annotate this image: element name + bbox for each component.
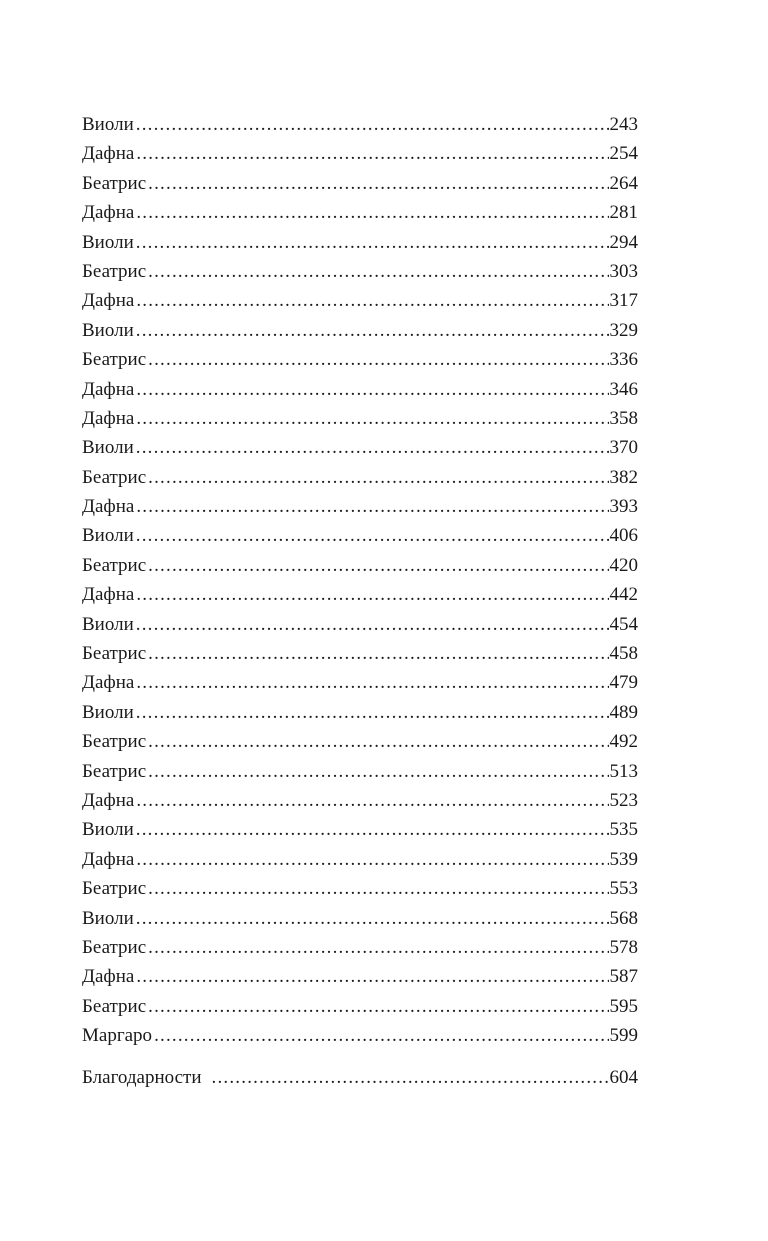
toc-dot-leader <box>148 345 608 374</box>
toc-dot-leader <box>154 1021 608 1050</box>
toc-entry <box>82 316 638 345</box>
toc-dot-leader <box>148 551 608 580</box>
toc-entry-title: Дафна <box>82 672 135 694</box>
toc-entry <box>82 786 638 815</box>
toc-entry-acknowledgements <box>82 1063 638 1092</box>
toc-entry-page-number: 539 <box>609 848 638 870</box>
toc-entry <box>82 228 638 257</box>
toc-entry-page-number: 513 <box>609 760 638 782</box>
toc-dot-leader <box>136 492 608 521</box>
toc-entry-page-number: 535 <box>609 819 638 841</box>
toc-dot-leader <box>136 521 609 550</box>
toc-entry-title: Виоли <box>82 819 134 841</box>
toc-entry-title: Беатрис <box>82 349 147 371</box>
toc-entry-page-number: 317 <box>609 290 638 312</box>
toc-entry-page-number: 587 <box>609 966 638 988</box>
toc-entry-page-number: 578 <box>609 936 638 958</box>
toc-entry-title: Дафна <box>82 789 135 811</box>
toc-entry <box>82 698 638 727</box>
toc-entry-page-number: 420 <box>609 554 638 576</box>
toc-dot-leader <box>148 639 608 668</box>
toc-dot-leader <box>136 404 608 433</box>
toc-entry-title: Беатрис <box>82 936 147 958</box>
toc-dot-leader <box>148 933 608 962</box>
toc-entry-title: Дафна <box>82 496 135 518</box>
toc-entry-title: Виоли <box>82 907 134 929</box>
toc-dot-leader <box>136 286 608 315</box>
toc-entry <box>82 257 638 286</box>
toc-entry-page-number: 281 <box>609 202 638 224</box>
toc-dot-leader <box>148 257 608 286</box>
toc-entry-title: Дафна <box>82 407 135 429</box>
toc-entry-page-number: 568 <box>609 907 638 929</box>
toc-entry-title: Беатрис <box>82 995 147 1017</box>
toc-entry-page-number: 553 <box>609 878 638 900</box>
toc-entry-page-number: 406 <box>609 525 638 547</box>
toc-entry-title: Дафна <box>82 143 135 165</box>
toc-entry-page-number: 329 <box>609 319 638 341</box>
toc-entry <box>82 169 638 198</box>
toc-dot-leader <box>148 463 608 492</box>
toc-entry-title: Беатрис <box>82 643 147 665</box>
toc-entry-title: Маргаро <box>82 1025 153 1047</box>
toc-entry <box>82 904 638 933</box>
toc-entry-page-number: 458 <box>609 643 638 665</box>
toc-entry-page-number: 358 <box>609 407 638 429</box>
toc-dot-leader <box>148 757 608 786</box>
toc-list <box>82 110 638 1051</box>
toc-dot-leader <box>212 1063 609 1092</box>
toc-entry <box>82 962 638 991</box>
toc-entry <box>82 815 638 844</box>
toc-entry-title: Беатрис <box>82 554 147 576</box>
toc-entry-page-number: 346 <box>609 378 638 400</box>
toc-entry-title: Виоли <box>82 231 134 253</box>
toc-entry-page-number: 604 <box>609 1066 638 1088</box>
toc-entry-page-number: 264 <box>609 172 638 194</box>
toc-dot-leader <box>136 433 609 462</box>
toc-entry <box>82 757 638 786</box>
toc-entry <box>82 845 638 874</box>
toc-entry <box>82 551 638 580</box>
toc-dot-leader <box>148 169 608 198</box>
toc-entry <box>82 610 638 639</box>
toc-entry <box>82 139 638 168</box>
toc-entry-title: Беатрис <box>82 172 147 194</box>
toc-dot-leader <box>136 845 608 874</box>
toc-entry <box>82 110 638 139</box>
toc-entry-page-number: 243 <box>609 114 638 135</box>
toc-entry <box>82 933 638 962</box>
toc-dot-leader <box>148 874 608 903</box>
toc-entry-title: Дафна <box>82 202 135 224</box>
toc-dot-leader <box>136 375 608 404</box>
toc-entry <box>82 639 638 668</box>
toc-entry-page-number: 336 <box>609 349 638 371</box>
toc-dot-leader <box>136 228 609 257</box>
toc-entry-title: Виоли <box>82 701 134 723</box>
toc-entry-title: Виоли <box>82 437 134 459</box>
toc-entry-page-number: 523 <box>609 789 638 811</box>
toc-dot-leader <box>148 992 608 1021</box>
toc-entry-page-number: 599 <box>609 1025 638 1047</box>
toc-dot-leader <box>136 786 608 815</box>
toc-entry <box>82 286 638 315</box>
toc-entry-page-number: 489 <box>609 701 638 723</box>
toc-entry-title: Дафна <box>82 584 135 606</box>
toc-entry-title: Дафна <box>82 848 135 870</box>
toc-dot-leader <box>136 962 608 991</box>
toc-dot-leader <box>136 110 609 139</box>
toc-entry-title: Виоли <box>82 319 134 341</box>
toc-entry-title: Дафна <box>82 966 135 988</box>
toc-entry <box>82 463 638 492</box>
toc-entry <box>82 727 638 756</box>
toc-entry-title: Дафна <box>82 378 135 400</box>
toc-dot-leader <box>136 815 609 844</box>
toc-entry <box>82 198 638 227</box>
toc-entry-page-number: 454 <box>609 613 638 635</box>
toc-entry <box>82 345 638 374</box>
toc-dot-leader <box>136 668 608 697</box>
toc-dot-leader <box>136 580 608 609</box>
toc-entry <box>82 992 638 1021</box>
toc-entry <box>82 492 638 521</box>
toc-dot-leader <box>136 904 609 933</box>
toc-entry-page-number: 595 <box>609 995 638 1017</box>
toc-entry-page-number: 492 <box>609 731 638 753</box>
toc-entry <box>82 668 638 697</box>
table-of-contents <box>82 110 638 1092</box>
toc-entry <box>82 580 638 609</box>
toc-entry-title: Беатрис <box>82 731 147 753</box>
toc-entry-page-number: 254 <box>609 143 638 165</box>
toc-entry-page-number: 442 <box>609 584 638 606</box>
toc-entry-page-number: 370 <box>609 437 638 459</box>
toc-entry-page-number: 382 <box>609 466 638 488</box>
toc-entry-title: Благодарности <box>82 1066 202 1088</box>
toc-dot-leader <box>136 198 608 227</box>
toc-entry-title: Беатрис <box>82 760 147 782</box>
toc-entry <box>82 433 638 462</box>
toc-entry-page-number: 393 <box>609 496 638 518</box>
toc-entry <box>82 1021 638 1050</box>
toc-dot-leader <box>136 698 609 727</box>
toc-dot-leader <box>136 139 608 168</box>
toc-entry-title: Беатрис <box>82 466 147 488</box>
toc-dot-leader <box>136 316 609 345</box>
toc-entry-title: Виоли <box>82 525 134 547</box>
toc-entry <box>82 375 638 404</box>
toc-entry <box>82 404 638 433</box>
toc-entry-title: Виоли <box>82 114 134 135</box>
toc-dot-leader <box>148 727 608 756</box>
toc-entry-page-number: 479 <box>609 672 638 694</box>
toc-entry-title: Беатрис <box>82 878 147 900</box>
toc-entry-page-number: 303 <box>609 260 638 282</box>
toc-entry-page-number: 294 <box>609 231 638 253</box>
toc-entry <box>82 521 638 550</box>
toc-entry-title: Виоли <box>82 613 134 635</box>
toc-dot-leader <box>136 610 609 639</box>
toc-entry-title: Дафна <box>82 290 135 312</box>
toc-entry <box>82 874 638 903</box>
toc-entry-title: Беатрис <box>82 260 147 282</box>
